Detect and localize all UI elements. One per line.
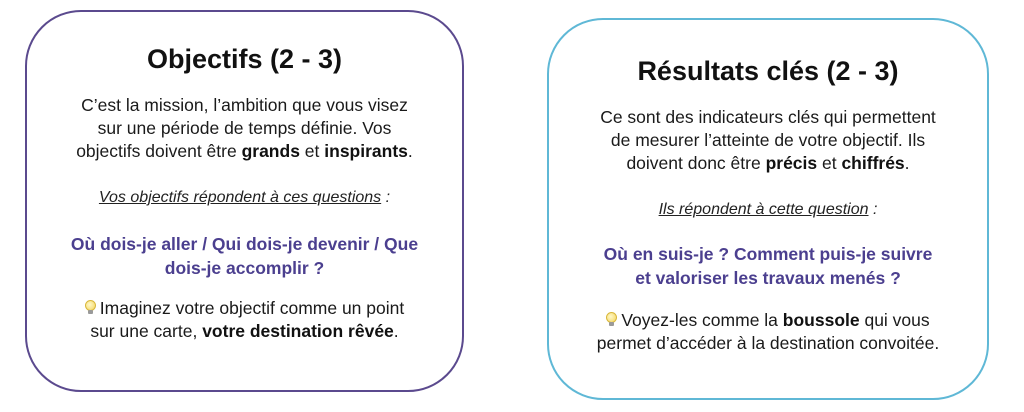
objectives-description: C’est la mission, l’ambition que vous visez sur une période de temps définie. Vos objectifs doivent être grands et inspirants. — [76, 95, 413, 161]
emphasis-chiffres: chiffrés — [841, 153, 905, 173]
key-results-question-intro: Ils répondent à cette question : — [658, 201, 878, 218]
key-results-title: Résultats clés (2 - 3) — [637, 56, 899, 86]
emphasis-inspirants: inspirants — [324, 141, 408, 161]
objectives-question: Où dois-je aller / Qui dois-je devenir / Que dois-je accomplir ? — [70, 234, 419, 278]
objectives-tip: Imaginez votre objectif comme un point sur une carte, votre destination rêvée. — [51, 297, 438, 343]
lightbulb-icon — [606, 312, 617, 327]
emphasis-boussole: boussole — [782, 310, 860, 330]
emphasis-destination: votre destination rêvée — [202, 321, 394, 341]
key-results-tip: Voyez-les comme la boussole qui vous permet d’accéder à la destination convoitée. — [596, 310, 940, 353]
key-results-description: Ce sont des indicateurs clés qui permettent de mesurer l’atteinte de votre objectif. Ils doivent donc être précis et chiffrés. — [600, 107, 936, 173]
objectives-card — [25, 10, 464, 392]
objectives-title: Objectifs (2 - 3) — [146, 44, 343, 74]
objectives-question-intro: Vos objectifs répondent à ces questions : — [98, 189, 391, 206]
key-results-card — [547, 18, 989, 400]
emphasis-grands: grands — [241, 141, 300, 161]
key-results-question: Où en suis-je ? Comment puis-je suivre et valoriser les travaux menés ? — [603, 244, 933, 288]
emphasis-precis: précis — [765, 153, 818, 173]
lightbulb-icon — [85, 300, 96, 315]
